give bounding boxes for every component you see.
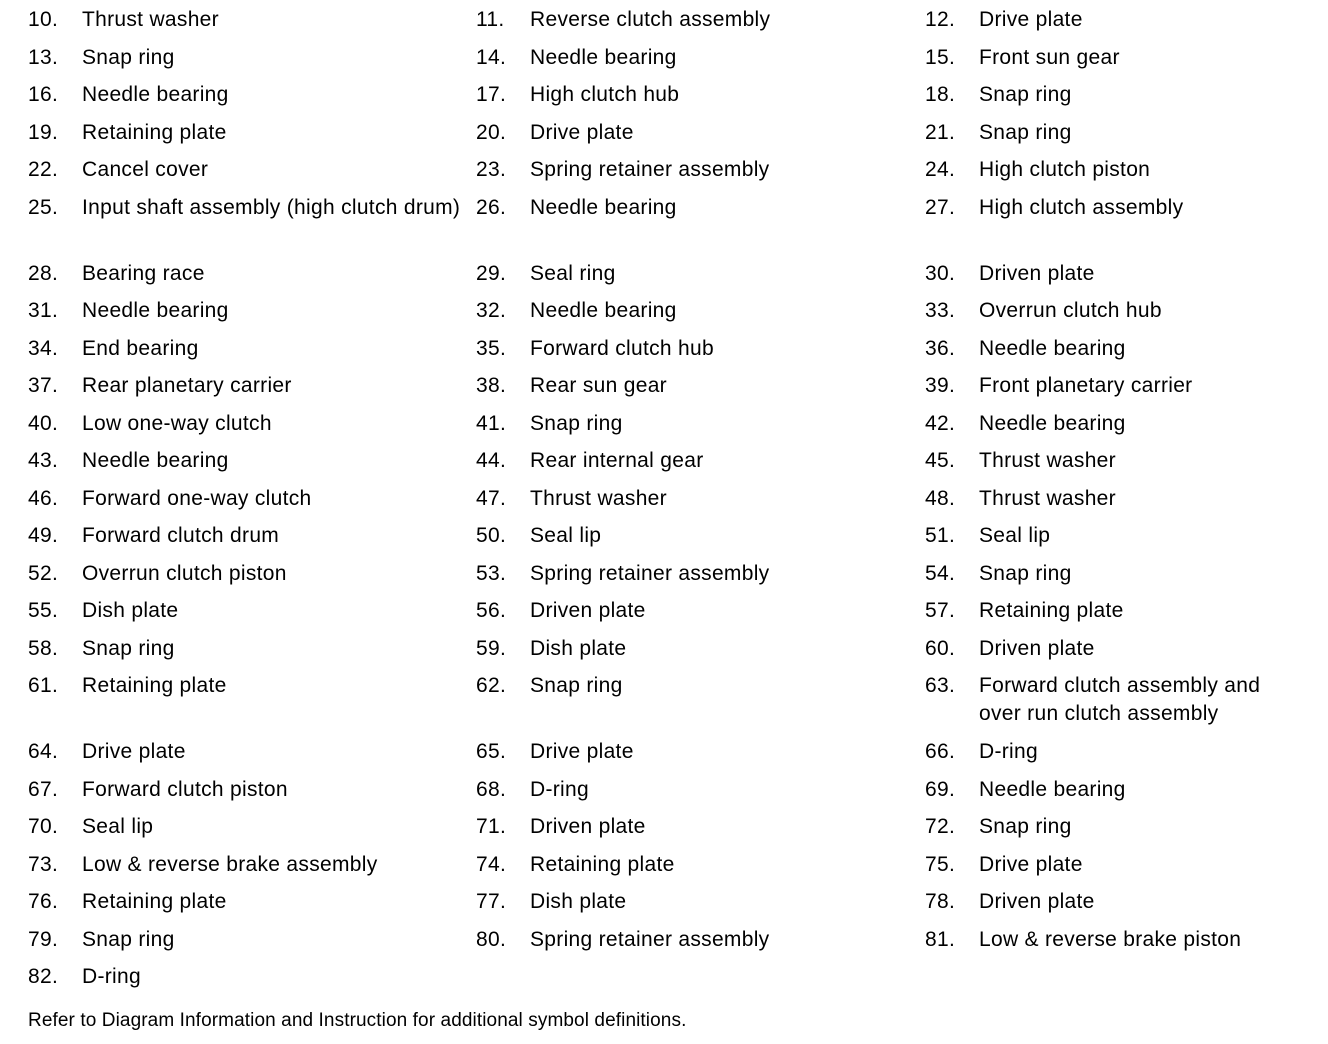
part-name: Thrust washer — [530, 486, 667, 510]
part-name: Retaining plate — [82, 120, 227, 144]
part-number: 52. — [28, 561, 59, 585]
part-number: 30. — [925, 261, 956, 285]
part-name: Thrust washer — [979, 449, 1116, 472]
part-name: Snap ring — [82, 927, 175, 951]
legend-entry — [476, 410, 925, 438]
part-number: 65. — [476, 740, 507, 763]
part-name: D-ring — [530, 777, 589, 801]
legend-entry — [476, 297, 925, 325]
part-number: 38. — [476, 374, 507, 397]
legend-entry — [28, 635, 476, 663]
part-name: Snap ring — [530, 674, 623, 697]
part-number: 75. — [925, 852, 956, 876]
part-number: 28. — [28, 261, 59, 285]
part-name: Snap ring — [979, 120, 1072, 144]
legend-row — [28, 194, 1328, 260]
part-name: Needle bearing — [82, 449, 229, 472]
part-number: 62. — [476, 674, 507, 697]
part-number: 11. — [476, 8, 505, 31]
part-name: Needle bearing — [82, 299, 229, 322]
part-name: Dish plate — [530, 890, 627, 913]
legend-row — [28, 560, 1328, 598]
part-name: Retaining plate — [979, 599, 1124, 622]
part-name: Retaining plate — [530, 852, 675, 876]
legend-entry — [28, 372, 476, 400]
part-number: 43. — [28, 449, 59, 472]
part-number: 51. — [925, 524, 956, 547]
part-number: 54. — [925, 561, 956, 585]
part-number: 36. — [925, 336, 956, 360]
legend-entry — [925, 372, 1328, 400]
legend-entry — [476, 888, 925, 916]
legend-entry — [28, 119, 476, 147]
legend-entry — [925, 635, 1328, 663]
part-number: 22. — [28, 158, 59, 181]
part-number: 14. — [476, 45, 507, 69]
legend-entry — [476, 335, 925, 363]
legend-entry — [476, 635, 925, 663]
part-name: Driven plate — [979, 261, 1095, 285]
part-number: 66. — [925, 740, 956, 763]
legend-row — [28, 297, 1328, 335]
part-number: 37. — [28, 374, 59, 397]
part-number: 16. — [28, 83, 59, 106]
legend-entry — [925, 194, 1328, 222]
part-name: Needle bearing — [979, 336, 1126, 360]
part-number: 25. — [28, 195, 59, 219]
legend-entry — [925, 888, 1328, 916]
part-name: Snap ring — [82, 45, 175, 69]
legend-entry — [28, 926, 476, 954]
legend-row — [28, 597, 1328, 635]
legend-row — [28, 260, 1328, 298]
legend-entry — [476, 194, 925, 222]
part-name: Retaining plate — [82, 674, 227, 697]
part-number: 74. — [476, 852, 507, 876]
part-number: 56. — [476, 599, 507, 622]
part-name: Front sun gear — [979, 45, 1120, 69]
part-name: Needle bearing — [979, 777, 1126, 801]
part-number: 40. — [28, 411, 59, 435]
legend-entry — [28, 6, 476, 34]
legend-entry — [925, 447, 1328, 475]
part-number: 77. — [476, 890, 507, 913]
part-number: 67. — [28, 777, 59, 801]
legend-row — [28, 156, 1328, 194]
part-number: 64. — [28, 740, 59, 763]
part-name: Low one-way clutch — [82, 411, 272, 435]
legend-row — [28, 851, 1328, 889]
part-name: Driven plate — [530, 815, 646, 838]
part-name: Spring retainer assembly — [530, 158, 770, 181]
part-number: 53. — [476, 561, 507, 585]
legend-entry — [28, 81, 476, 109]
legend-entry — [925, 597, 1328, 625]
part-name: Bearing race — [82, 261, 205, 285]
legend-entry — [476, 156, 925, 184]
part-number: 69. — [925, 777, 956, 801]
part-name: Forward clutch drum — [82, 524, 280, 547]
legend-entry — [925, 776, 1328, 804]
part-name: Driven plate — [530, 599, 646, 622]
legend-entry — [925, 81, 1328, 109]
legend-entry — [925, 297, 1328, 325]
part-number: 24. — [925, 158, 956, 181]
part-name: Spring retainer assembly — [530, 927, 770, 951]
part-number: 68. — [476, 777, 507, 801]
part-name: Rear sun gear — [530, 374, 667, 397]
part-number: 44. — [476, 449, 507, 472]
legend-entry — [925, 6, 1328, 34]
part-name: D-ring — [979, 740, 1038, 763]
part-name: Seal lip — [979, 524, 1051, 547]
legend-entry — [476, 597, 925, 625]
part-name: Needle bearing — [530, 45, 677, 69]
part-name: Thrust washer — [979, 486, 1116, 510]
part-number: 63. — [925, 674, 956, 697]
part-number: 26. — [476, 195, 507, 219]
part-number: 13. — [28, 45, 59, 69]
legend-entry — [28, 194, 476, 222]
part-name: Low & reverse brake piston — [979, 927, 1242, 951]
legend-row — [28, 813, 1328, 851]
part-number: 35. — [476, 336, 507, 360]
legend-entry — [28, 410, 476, 438]
legend-entry — [28, 672, 476, 700]
legend-entry — [476, 522, 925, 550]
footer-note: Refer to Diagram Information and Instruction for additional symbol definitions. — [28, 1010, 687, 1031]
part-name: Forward one-way clutch — [82, 486, 312, 510]
part-number: 47. — [476, 486, 507, 510]
legend-entry — [476, 372, 925, 400]
part-number: 20. — [476, 120, 507, 144]
part-name: Snap ring — [979, 815, 1072, 838]
legend-entry — [28, 44, 476, 72]
legend-row — [28, 44, 1328, 82]
legend-entry — [28, 813, 476, 841]
part-number: 41. — [476, 411, 507, 435]
part-name: Needle bearing — [82, 83, 229, 106]
part-number: 82. — [28, 965, 59, 988]
legend-entry — [925, 119, 1328, 147]
legend-entry — [476, 560, 925, 588]
part-number: 19. — [28, 120, 59, 144]
legend-row — [28, 372, 1328, 410]
legend-entry — [28, 776, 476, 804]
legend-row — [28, 6, 1328, 44]
legend-row — [28, 635, 1328, 673]
part-name: Reverse clutch assembly — [530, 8, 771, 31]
part-number: 58. — [28, 636, 59, 660]
legend-entry — [925, 522, 1328, 550]
legend-entry — [476, 672, 925, 700]
legend-row — [28, 776, 1328, 814]
legend-entry — [28, 963, 476, 991]
part-number: 29. — [476, 261, 507, 285]
legend-entry — [925, 851, 1328, 879]
legend-entry — [925, 260, 1328, 288]
legend-entry — [925, 926, 1328, 954]
part-name: High clutch piston — [979, 158, 1151, 181]
part-number: 23. — [476, 158, 507, 181]
part-number: 33. — [925, 299, 956, 322]
legend-entry — [925, 335, 1328, 363]
part-number: 71. — [476, 815, 507, 838]
legend-row — [28, 522, 1328, 560]
part-name: Needle bearing — [979, 411, 1126, 435]
legend-entry — [476, 813, 925, 841]
part-number: 10. — [28, 8, 59, 31]
legend-entry — [476, 485, 925, 513]
part-number: 76. — [28, 890, 59, 913]
part-name: Forward clutch hub — [530, 336, 714, 360]
part-number: 73. — [28, 852, 59, 876]
legend-entry — [925, 44, 1328, 72]
part-number: 27. — [925, 195, 956, 219]
part-name: Rear planetary carrier — [82, 374, 292, 397]
part-number: 21. — [925, 120, 956, 144]
part-name: Dish plate — [530, 636, 627, 660]
legend-entry — [925, 485, 1328, 513]
part-number: 46. — [28, 486, 59, 510]
part-number: 15. — [925, 45, 956, 69]
legend-row — [28, 447, 1328, 485]
part-number: 42. — [925, 411, 956, 435]
part-number: 32. — [476, 299, 507, 322]
part-name: Overrun clutch hub — [979, 299, 1162, 322]
part-name: Snap ring — [979, 83, 1072, 106]
legend-row — [28, 410, 1328, 448]
part-name: Drive plate — [979, 852, 1083, 876]
legend-entry — [28, 260, 476, 288]
part-name: Seal ring — [530, 261, 616, 285]
legend-entry — [476, 119, 925, 147]
legend-entry — [476, 738, 925, 766]
part-number: 18. — [925, 83, 956, 106]
part-number: 17. — [476, 83, 507, 106]
legend-row — [28, 888, 1328, 926]
part-number: 72. — [925, 815, 956, 838]
legend-row — [28, 81, 1328, 119]
part-name: Forward clutch assembly and over run clutch assembly — [979, 674, 1261, 725]
legend-entry — [476, 776, 925, 804]
part-name: Front planetary carrier — [979, 374, 1193, 397]
legend-entry — [925, 738, 1328, 766]
legend-entry — [925, 672, 1328, 728]
legend-entry — [925, 156, 1328, 184]
part-number: 12. — [925, 8, 956, 31]
part-name: Drive plate — [979, 8, 1083, 31]
parts-legend — [28, 6, 1328, 1001]
part-name: Drive plate — [530, 120, 634, 144]
part-number: 39. — [925, 374, 956, 397]
part-name: Snap ring — [979, 561, 1072, 585]
legend-entry — [28, 156, 476, 184]
legend-row — [28, 485, 1328, 523]
part-number: 70. — [28, 815, 59, 838]
legend-entry — [476, 926, 925, 954]
part-name: Seal lip — [530, 524, 602, 547]
legend-row — [28, 926, 1328, 964]
part-number: 78. — [925, 890, 956, 913]
part-name: Needle bearing — [530, 299, 677, 322]
part-number: 31. — [28, 299, 59, 322]
legend-entry — [476, 447, 925, 475]
part-name: Drive plate — [82, 740, 186, 763]
part-name: End bearing — [82, 336, 199, 360]
legend-entry — [476, 81, 925, 109]
legend-entry — [28, 888, 476, 916]
legend-entry — [28, 335, 476, 363]
part-name: High clutch hub — [530, 83, 680, 106]
legend-entry — [28, 597, 476, 625]
part-number: 59. — [476, 636, 507, 660]
part-number: 81. — [925, 927, 956, 951]
part-number: 55. — [28, 599, 59, 622]
part-name: Thrust washer — [82, 8, 219, 31]
legend-entry — [925, 560, 1328, 588]
part-name: Driven plate — [979, 890, 1095, 913]
legend-entry — [28, 738, 476, 766]
part-name: Snap ring — [82, 636, 175, 660]
legend-entry — [28, 560, 476, 588]
part-name: Forward clutch piston — [82, 777, 288, 801]
legend-entry — [476, 851, 925, 879]
legend-row — [28, 119, 1328, 157]
part-name: Seal lip — [82, 815, 154, 838]
legend-row — [28, 335, 1328, 373]
legend-entry — [476, 6, 925, 34]
part-name: D-ring — [82, 965, 141, 988]
legend-entry — [28, 485, 476, 513]
part-name: High clutch assembly — [979, 195, 1184, 219]
part-name: Cancel cover — [82, 158, 209, 181]
legend-entry — [476, 44, 925, 72]
part-name: Overrun clutch piston — [82, 561, 287, 585]
part-name: Driven plate — [979, 636, 1095, 660]
legend-entry — [28, 297, 476, 325]
legend-entry — [925, 410, 1328, 438]
part-number: 80. — [476, 927, 507, 951]
legend-entry — [476, 260, 925, 288]
part-name: Spring retainer assembly — [530, 561, 770, 585]
legend-row — [28, 963, 1328, 1001]
part-number: 50. — [476, 524, 507, 547]
part-number: 61. — [28, 674, 59, 697]
legend-row — [28, 672, 1328, 738]
part-number: 49. — [28, 524, 59, 547]
part-number: 45. — [925, 449, 956, 472]
part-name: Snap ring — [530, 411, 623, 435]
part-name: Low & reverse brake assembly — [82, 852, 378, 876]
part-name: Input shaft assembly (high clutch drum) — [82, 195, 461, 219]
part-name: Retaining plate — [82, 890, 227, 913]
legend-entry — [28, 522, 476, 550]
part-number: 48. — [925, 486, 956, 510]
part-number: 34. — [28, 336, 59, 360]
legend-row — [28, 738, 1328, 776]
part-name: Needle bearing — [530, 195, 677, 219]
legend-entry — [28, 851, 476, 879]
part-number: 60. — [925, 636, 956, 660]
part-name: Drive plate — [530, 740, 634, 763]
part-number: 57. — [925, 599, 956, 622]
part-number: 79. — [28, 927, 59, 951]
part-name: Dish plate — [82, 599, 179, 622]
legend-entry — [925, 813, 1328, 841]
part-name: Rear internal gear — [530, 449, 704, 472]
legend-entry — [28, 447, 476, 475]
